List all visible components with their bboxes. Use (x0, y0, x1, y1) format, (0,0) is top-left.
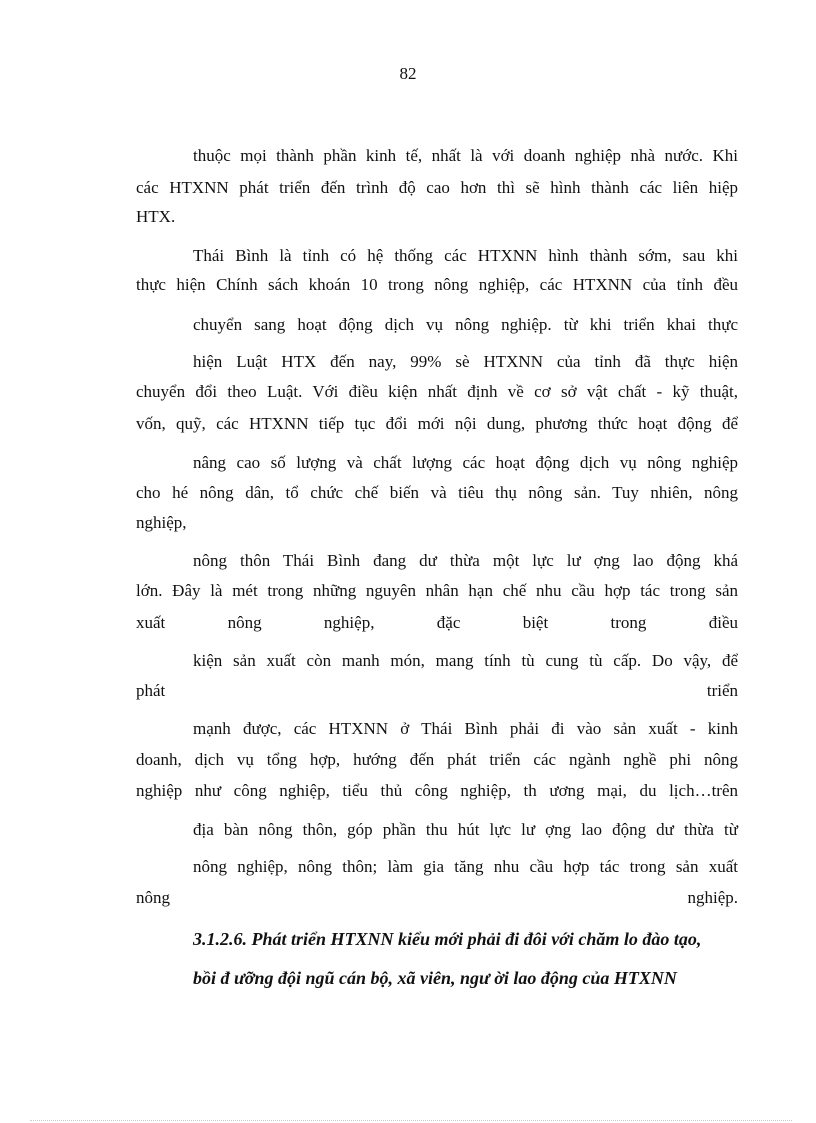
text-line: Thái Bình là tỉnh có hệ thống các HTXNN hình thành sớm, sau khi (193, 246, 738, 265)
text-line: cho hé nông dân, tổ chức chế biến và tiêu thụ nông sản. Tuy nhiên, nông (136, 483, 738, 502)
heading-line: 3.1.2.6. Phát triển HTXNN kiểu mới phải đi đôi với chăm lo đào tạo, (193, 929, 702, 949)
text-line: nghiệp như công nghiệp, tiểu thủ công nghiệp, th ương mại, du lịch…trên (136, 781, 738, 800)
text-line: nâng cao số lượng và chất lượng các hoạt động dịch vụ nông nghiệp (193, 453, 738, 472)
text-line: lớn. Đây là mét trong những nguyên nhân hạn chế nhu cầu hợp tác trong sản (136, 581, 738, 600)
text-line: doanh, dịch vụ tổng hợp, hướng đến phát triển các ngành nghề phi nông (136, 750, 738, 769)
text-line: phát triển (136, 681, 738, 700)
text-line: kiện sản xuất còn manh món, mang tính tù cung tù cấp. Do vậy, để (193, 651, 738, 670)
text-line: nông nghiệp, nông thôn; làm gia tăng nhu cầu hợp tác trong sản xuất (193, 857, 738, 876)
text-line: mạnh được, các HTXNN ở Thái Bình phải đi vào sản xuất - kinh (193, 719, 738, 738)
text-line: thuộc mọi thành phần kinh tế, nhất là với doanh nghiệp nhà nước. Khi (193, 146, 738, 165)
text-line: hiện Luật HTX đến nay, 99% sè HTXNN của tỉnh đã thực hiện (193, 352, 738, 371)
text-line: xuất nông nghiệp, đặc biệt trong điều (136, 613, 738, 632)
page-bottom-rule (30, 1120, 792, 1121)
text-line: chuyển sang hoạt động dịch vụ nông nghiệp. từ khi triển khai thực (193, 315, 738, 334)
text-line: vốn, quỹ, các HTXNN tiếp tục đổi mới nội dung, phương thức hoạt động để (136, 414, 738, 433)
page-number: 82 (399, 64, 417, 83)
text-line: nghiệp, (136, 513, 187, 532)
text-line: chuyển đổi theo Luật. Với điều kiện nhất định về cơ sở vật chất - kỹ thuật, (136, 382, 738, 401)
text-line: địa bàn nông thôn, góp phần thu hút lực lư ợng lao động dư thừa từ (193, 820, 738, 839)
heading-line: bồi đ ưỡng đội ngũ cán bộ, xã viên, ngư ời lao động của HTXNN (193, 968, 677, 988)
text-line: HTX. (136, 207, 176, 226)
text-line: các HTXNN phát triển đến trình độ cao hơn thì sẽ hình thành các liên hiệp (136, 178, 738, 197)
text-line: thực hiện Chính sách khoán 10 trong nông nghiệp, các HTXNN của tỉnh đều (136, 275, 738, 294)
text-line: nông nghiệp. (136, 888, 738, 907)
text-line: nông thôn Thái Bình đang dư thừa một lực lư ợng lao động khá (193, 551, 738, 570)
